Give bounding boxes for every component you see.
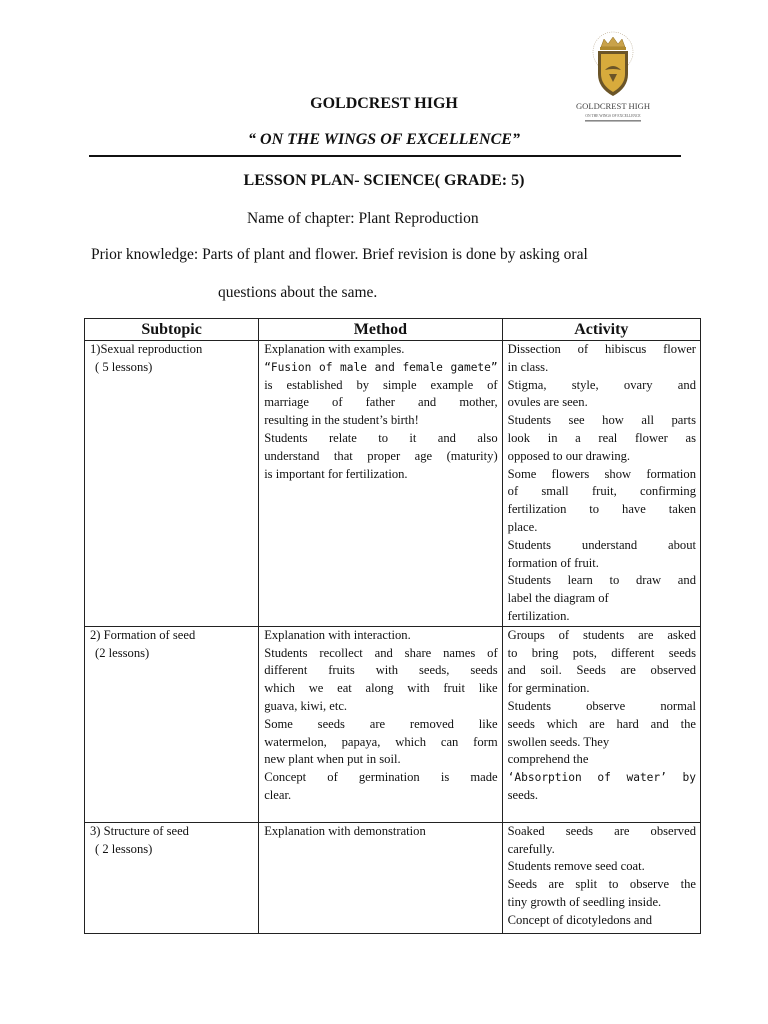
- method-line: new plant when put in soil.: [264, 752, 401, 767]
- method-line: “Fusion of male and female gamete”: [264, 360, 498, 374]
- activity-cell: [502, 626, 700, 822]
- subtopic-line: (2 lessons): [95, 645, 150, 660]
- activity-line: look in a real flower as: [507, 430, 696, 445]
- activity-line: Students learn to draw and: [507, 573, 696, 588]
- activity-line: Students understand about: [507, 537, 696, 552]
- activity-line: in class.: [507, 359, 549, 374]
- table-row: [85, 626, 701, 822]
- activity-cell: [502, 341, 700, 627]
- activity-line: formation of fruit.: [507, 555, 599, 570]
- subtopic-line: ( 5 lessons): [95, 359, 153, 374]
- activity-line: Students see how all parts: [507, 413, 696, 428]
- lesson-title: LESSON PLAN- SCIENCE( GRADE: 5): [243, 172, 525, 189]
- school-logo: [568, 30, 658, 134]
- method-cell: [259, 822, 502, 933]
- method-line: clear.: [264, 787, 292, 802]
- method-cell: [259, 341, 502, 627]
- activity-line: of small fruit, confirming: [507, 484, 696, 499]
- method-line: Explanation with demonstration: [264, 823, 426, 838]
- activity-line: to bring pots, different seeds: [507, 645, 696, 660]
- method-line: understand that proper age (maturity): [264, 448, 498, 463]
- method-line: Students recollect and share names of: [264, 645, 498, 660]
- header-method: Method: [259, 319, 502, 341]
- method-line: watermelon, papaya, which can form: [264, 734, 498, 749]
- activity-line: seeds which are hard and the: [507, 716, 696, 731]
- table-header-row: [85, 319, 701, 341]
- activity-line: swollen seeds. They: [507, 734, 610, 749]
- method-line: is important for fertilization.: [264, 466, 408, 481]
- table-row: [85, 341, 701, 627]
- header-activity: Activity: [502, 319, 700, 341]
- subtopic-cell: [85, 341, 259, 627]
- activity-line: ‘Absorption of water’ by: [507, 771, 696, 785]
- activity-line: fertilization.: [507, 608, 570, 623]
- subtopic-line: 1)Sexual reproduction: [90, 342, 203, 356]
- method-line: Some seeds are removed like: [264, 716, 498, 731]
- method-line: Explanation with interaction.: [264, 627, 411, 642]
- activity-line: Students observe normal: [507, 698, 696, 713]
- method-line: different fruits with seeds, seeds: [264, 663, 498, 678]
- activity-line: Stigma, style, ovary and: [507, 377, 696, 392]
- logo-motto: ON THE WINGS OF EXCELLENCE: [585, 114, 641, 118]
- subtopic-cell: [85, 822, 259, 933]
- prior-knowledge-line-1: Prior knowledge: Parts of plant and flower. Brief revision is done by asking oral: [91, 246, 588, 263]
- prior-knowledge-line-2: questions about the same.: [218, 284, 378, 301]
- activity-line: seeds.: [507, 787, 539, 802]
- subtopic-line: 2) Formation of seed: [90, 627, 196, 642]
- activity-line: Soaked seeds are observed: [507, 823, 696, 838]
- activity-line: Students remove seed coat.: [507, 859, 645, 874]
- method-line: marriage of father and mother,: [264, 395, 498, 410]
- method-line: Students relate to it and also: [264, 430, 498, 445]
- method-line: guava, kiwi, etc.: [264, 698, 348, 713]
- activity-line: and soil. Seeds are observed: [507, 663, 696, 678]
- activity-line: comprehend the: [507, 752, 589, 767]
- activity-line: place.: [507, 519, 538, 534]
- activity-line: opposed to our drawing.: [507, 448, 631, 463]
- logo-name: GOLDCREST HIGH: [575, 101, 651, 111]
- lesson-plan-table: [84, 318, 701, 934]
- activity-line: carefully.: [507, 841, 555, 856]
- header-subtopic: Subtopic: [85, 319, 259, 341]
- subtopic-line: ( 2 lessons): [95, 841, 153, 856]
- activity-line: Seeds are split to observe the: [507, 877, 696, 892]
- activity-line: label the diagram of: [507, 591, 609, 606]
- subtopic-cell: [85, 626, 259, 822]
- method-line: Concept of germination is made: [264, 770, 498, 785]
- activity-cell: [502, 822, 700, 933]
- method-line: is established by simple example of: [264, 377, 498, 392]
- chapter-name: Name of chapter: Plant Reproduction: [247, 210, 479, 227]
- activity-line: ovules are seen.: [507, 395, 588, 410]
- method-cell: [259, 626, 502, 822]
- header-rule: [89, 155, 681, 157]
- activity-line: Groups of students are asked: [507, 627, 696, 642]
- table-row: [85, 822, 701, 933]
- method-line: Explanation with examples.: [264, 342, 405, 356]
- subtopic-line: 3) Structure of seed: [90, 823, 189, 838]
- activity-line: tiny growth of seedling inside.: [507, 894, 662, 909]
- method-line: which we eat along with fruit like: [264, 681, 498, 696]
- activity-line: Some flowers show formation: [507, 466, 696, 481]
- school-motto: “ ON THE WINGS OF EXCELLENCE”: [248, 131, 520, 148]
- activity-line: Concept of dicotyledons and: [507, 912, 653, 927]
- school-name: GOLDCREST HIGH: [310, 95, 458, 112]
- activity-line: Dissection of hibiscus flower: [507, 342, 696, 356]
- activity-line: for germination.: [507, 681, 590, 696]
- method-line: resulting in the student’s birth!: [264, 413, 419, 428]
- activity-line: fertilization to have taken: [507, 502, 696, 517]
